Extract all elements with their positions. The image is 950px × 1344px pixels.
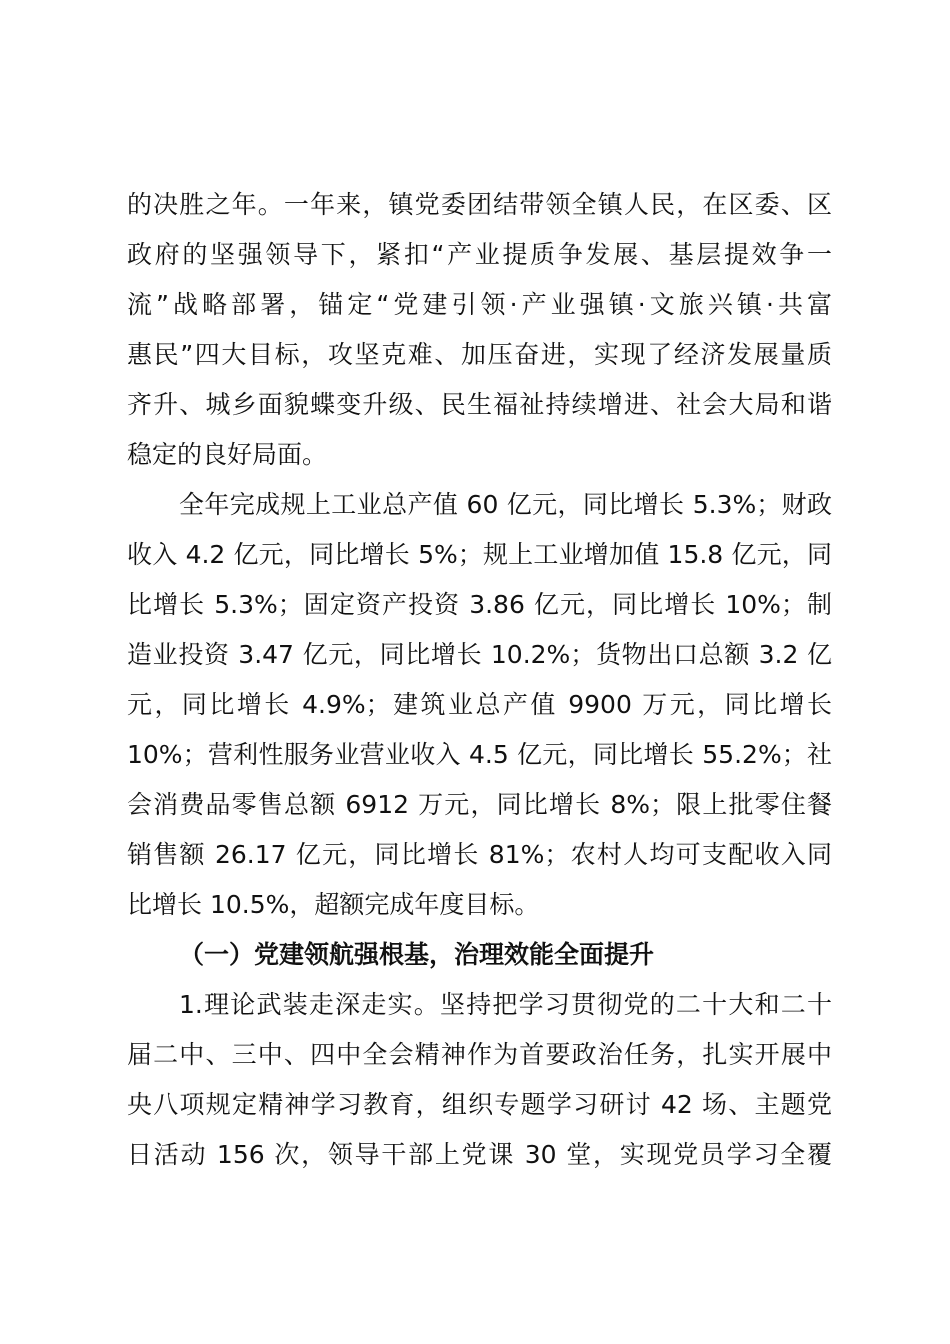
- text-line: 1.理论武装走深走实。坚持把学习贯彻党的二十大和二十: [179, 990, 832, 1019]
- paragraph-economic-indicators: [127, 480, 832, 930]
- text-line: 元，同比增长 4.9%；建筑业总产值 9900 万元，同比增长: [127, 690, 832, 719]
- text-line: 齐升、城乡面貌蝶变升级、民生福祉持续增进、社会大局和谐: [127, 390, 832, 419]
- text-line: 比增长 10.5%，超额完成年度目标。: [127, 890, 540, 919]
- paragraph-summary: [127, 180, 832, 480]
- text-line: 稳定的良好局面。: [127, 440, 328, 469]
- text-line: 收入 4.2 亿元，同比增长 5%；规上工业增加值 15.8 亿元，同: [127, 540, 832, 569]
- text-line: 央八项规定精神学习教育，组织专题学习研讨 42 场、主题党: [127, 1090, 832, 1119]
- section-heading: （一）党建领航强根基，治理效能全面提升: [179, 940, 655, 969]
- document-page: [127, 180, 832, 1180]
- text-line: 日活动 156 次，领导干部上党课 30 堂，实现党员学习全覆: [127, 1140, 832, 1169]
- text-line: 造业投资 3.47 亿元，同比增长 10.2%；货物出口总额 3.2 亿: [127, 640, 832, 669]
- text-line: 届二中、三中、四中全会精神作为首要政治任务，扎实开展中: [127, 1040, 832, 1069]
- text-line: 政府的坚强领导下，紧扣“产业提质争发展、基层提效争一: [127, 240, 832, 269]
- text-line: 全年完成规上工业总产值 60 亿元，同比增长 5.3%；财政: [179, 490, 832, 519]
- paragraph-theory-study: [127, 980, 832, 1180]
- text-line: 10%；营利性服务业营业收入 4.5 亿元，同比增长 55.2%；社: [127, 740, 832, 769]
- text-line: 流”战略部署，锚定“党建引领·产业强镇·文旅兴镇·共富: [127, 290, 832, 319]
- text-line: 的决胜之年。一年来，镇党委团结带领全镇人民，在区委、区: [127, 190, 832, 219]
- text-line: 惠民”四大目标，攻坚克难、加压奋进，实现了经济发展量质: [127, 340, 832, 369]
- text-line: 比增长 5.3%；固定资产投资 3.86 亿元，同比增长 10%；制: [127, 590, 832, 619]
- text-line: 会消费品零售总额 6912 万元，同比增长 8%；限上批零住餐: [127, 790, 832, 819]
- text-line: 销售额 26.17 亿元，同比增长 81%；农村人均可支配收入同: [127, 840, 832, 869]
